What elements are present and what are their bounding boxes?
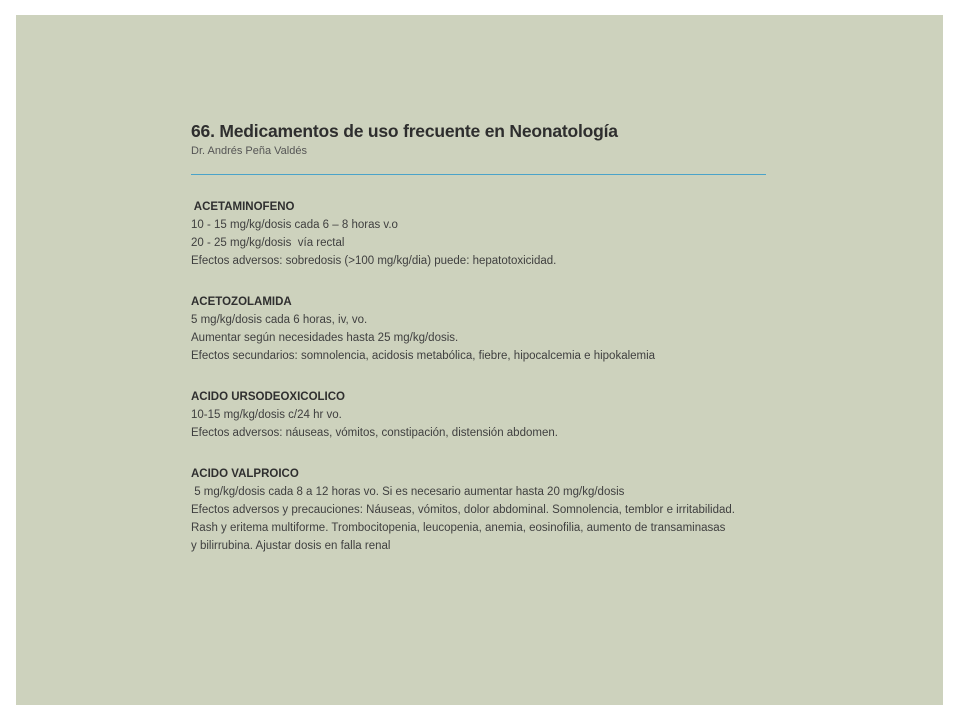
title-divider — [191, 174, 766, 175]
drug-name: ACIDO URSODEOXICOLICO — [191, 391, 345, 403]
drug-section-acido-valproico — [191, 465, 791, 555]
drug-name: ACETOZOLAMIDA — [191, 296, 292, 308]
drug-section-acido-ursodeoxicolico — [191, 388, 791, 442]
drug-name: ACIDO VALPROICO — [191, 468, 299, 480]
drug-line: 20 - 25 mg/kg/dosis vía rectal — [191, 237, 345, 249]
document-title: 66. Medicamentos de uso frecuente en Neonatología — [191, 121, 618, 141]
drug-line: 5 mg/kg/dosis cada 8 a 12 horas vo. Si es necesario aumentar hasta 20 mg/kg/dosis — [191, 486, 625, 498]
slide-background — [16, 15, 943, 705]
drug-section-acetozolamida — [191, 293, 791, 365]
document-author: Dr. Andrés Peña Valdés — [191, 145, 307, 157]
drug-line: 10-15 mg/kg/dosis c/24 hr vo. — [191, 409, 342, 421]
drug-line: Efectos adversos: sobredosis (>100 mg/kg/dia) puede: hepatotoxicidad. — [191, 255, 557, 267]
drug-name: ACETAMINOFENO — [191, 201, 295, 213]
drug-section-acetaminofeno — [191, 198, 791, 270]
drug-line: Efectos adversos y precauciones: Náuseas, vómitos, dolor abdominal. Somnolencia, temblor e irritabilidad. — [191, 504, 735, 516]
drug-line: Efectos secundarios: somnolencia, acidosis metabólica, fiebre, hipocalcemia e hipokalemia — [191, 350, 656, 362]
document-page — [191, 120, 791, 555]
drug-line: 10 - 15 mg/kg/dosis cada 6 – 8 horas v.o — [191, 219, 398, 231]
drug-line: 5 mg/kg/dosis cada 6 horas, iv, vo. — [191, 314, 368, 326]
drug-line: y bilirrubina. Ajustar dosis en falla renal — [191, 540, 391, 552]
drug-line: Aumentar según necesidades hasta 25 mg/kg/dosis. — [191, 332, 459, 344]
drug-line: Rash y eritema multiforme. Trombocitopenia, leucopenia, anemia, eosinofilia, aumento de transaminasas — [191, 522, 726, 534]
drug-line: Efectos adversos: náuseas, vómitos, constipación, distensión abdomen. — [191, 427, 558, 439]
